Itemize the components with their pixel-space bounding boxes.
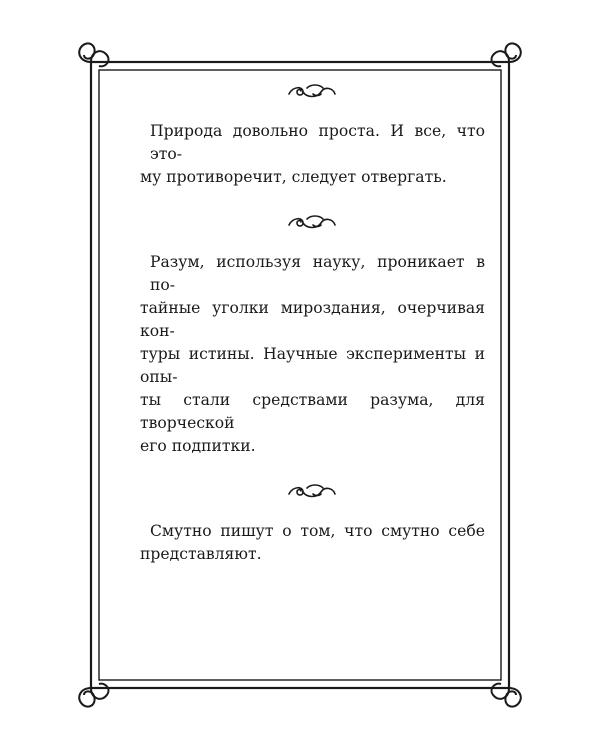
text-line: ты стали средствами разума, для творческой [140, 391, 485, 432]
text-line: туры истины. Научные эксперименты и опы- [140, 345, 485, 386]
text-line: его подпитки. [140, 437, 256, 455]
page-content [140, 80, 485, 566]
swirl-ornament-icon [140, 480, 485, 506]
text-line: тайные уголки мироздания, очерчивая кон- [140, 299, 485, 340]
swirl-ornament-icon [140, 211, 485, 237]
aphorism-paragraph [140, 520, 485, 566]
text-line: Смутно пишут о том, что смутно себе [150, 522, 485, 540]
text-line: Природа довольно проста. И все, что это- [150, 122, 485, 163]
swirl-ornament-icon [140, 80, 485, 106]
text-line: му противоречит, следует отвергать. [140, 168, 447, 186]
aphorism-paragraph [140, 251, 485, 458]
aphorism-paragraph [140, 120, 485, 189]
text-line: Разум, используя науку, проникает в по- [150, 253, 485, 294]
text-line: представляют. [140, 545, 262, 563]
